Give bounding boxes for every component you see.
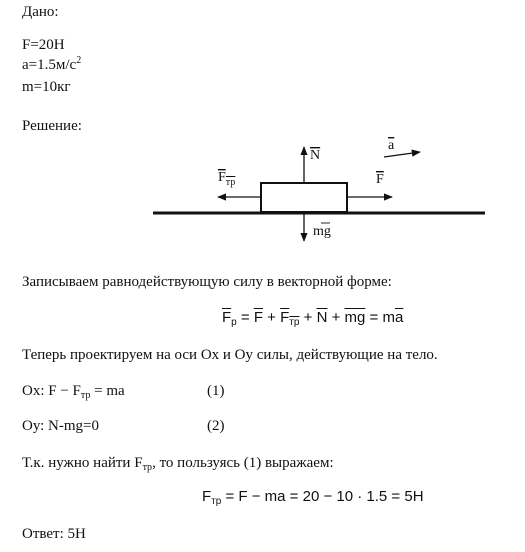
ox-sub: тр	[80, 390, 91, 401]
label-gravity: mg	[313, 224, 331, 239]
given-acceleration-unit-exponent: 2	[76, 55, 82, 66]
given-acceleration-value: a=1.5	[22, 57, 56, 73]
vec-eq1: =	[236, 309, 254, 326]
block	[261, 183, 347, 212]
ox-number: (1)	[207, 383, 225, 399]
ox-suffix: = ma	[90, 383, 125, 399]
find-suffix: , то пользуясь (1) выражаем:	[152, 455, 334, 471]
vec-Fp-sub: р	[231, 317, 237, 328]
vec-eq2: = m	[365, 309, 395, 326]
vec-plus1: +	[263, 309, 281, 326]
vec-mg: $\overline{mg}$	[344, 309, 366, 326]
result-lhs: F	[202, 488, 212, 505]
answer: Ответ: 5Н	[22, 526, 86, 542]
find-prefix: Т.к. нужно найти F	[22, 455, 143, 471]
label-friction-main: F	[218, 170, 226, 185]
solution-heading: Решение:	[22, 118, 82, 134]
oy-number: (2)	[207, 418, 225, 434]
vector-equation	[222, 309, 403, 327]
find-sub: тр	[142, 462, 153, 473]
given-mass: m=10кг	[22, 79, 71, 95]
projection-intro: Теперь проектируем на оси Ох и Оу силы, действующие на тело.	[22, 347, 438, 363]
vec-a: $\overline{a}$	[394, 309, 404, 326]
given-force: F=20Н	[22, 37, 65, 53]
vec-Ftr-sub: тр	[289, 317, 300, 328]
label-acceleration: a	[388, 138, 395, 153]
given-acceleration-unit: м/с	[55, 57, 77, 73]
given-acceleration	[22, 56, 81, 74]
vec-N: $\overline{N}$	[316, 309, 328, 326]
vec-plus2: +	[299, 309, 317, 326]
result-lhs-sub: тр	[211, 496, 222, 507]
ox-prefix: Ох: F − F	[22, 383, 81, 399]
vec-F: $\overline{F}$	[253, 309, 264, 326]
result-equation	[202, 488, 424, 506]
ox-equation	[22, 382, 125, 400]
result-rhs: = F − ma = 20 − 10 · 1.5 = 5Н	[221, 488, 424, 505]
label-friction-sub: тр	[225, 177, 236, 188]
vector-intro: Записываем равнодействующую силу в векторной форме:	[22, 274, 392, 290]
label-friction	[218, 170, 235, 188]
vec-Fp: $\overline{F}$	[222, 309, 232, 326]
label-applied-force: F	[376, 172, 384, 187]
oy-equation: Оу: N-mg=0	[22, 418, 100, 434]
vec-Ftr: $\overline{F}$	[280, 309, 290, 326]
find-friction-text	[22, 454, 334, 472]
vec-plus3: +	[327, 309, 345, 326]
given-heading: Дано:	[22, 4, 59, 20]
label-normal-force: N	[310, 148, 321, 163]
force-diagram	[0, 135, 525, 245]
